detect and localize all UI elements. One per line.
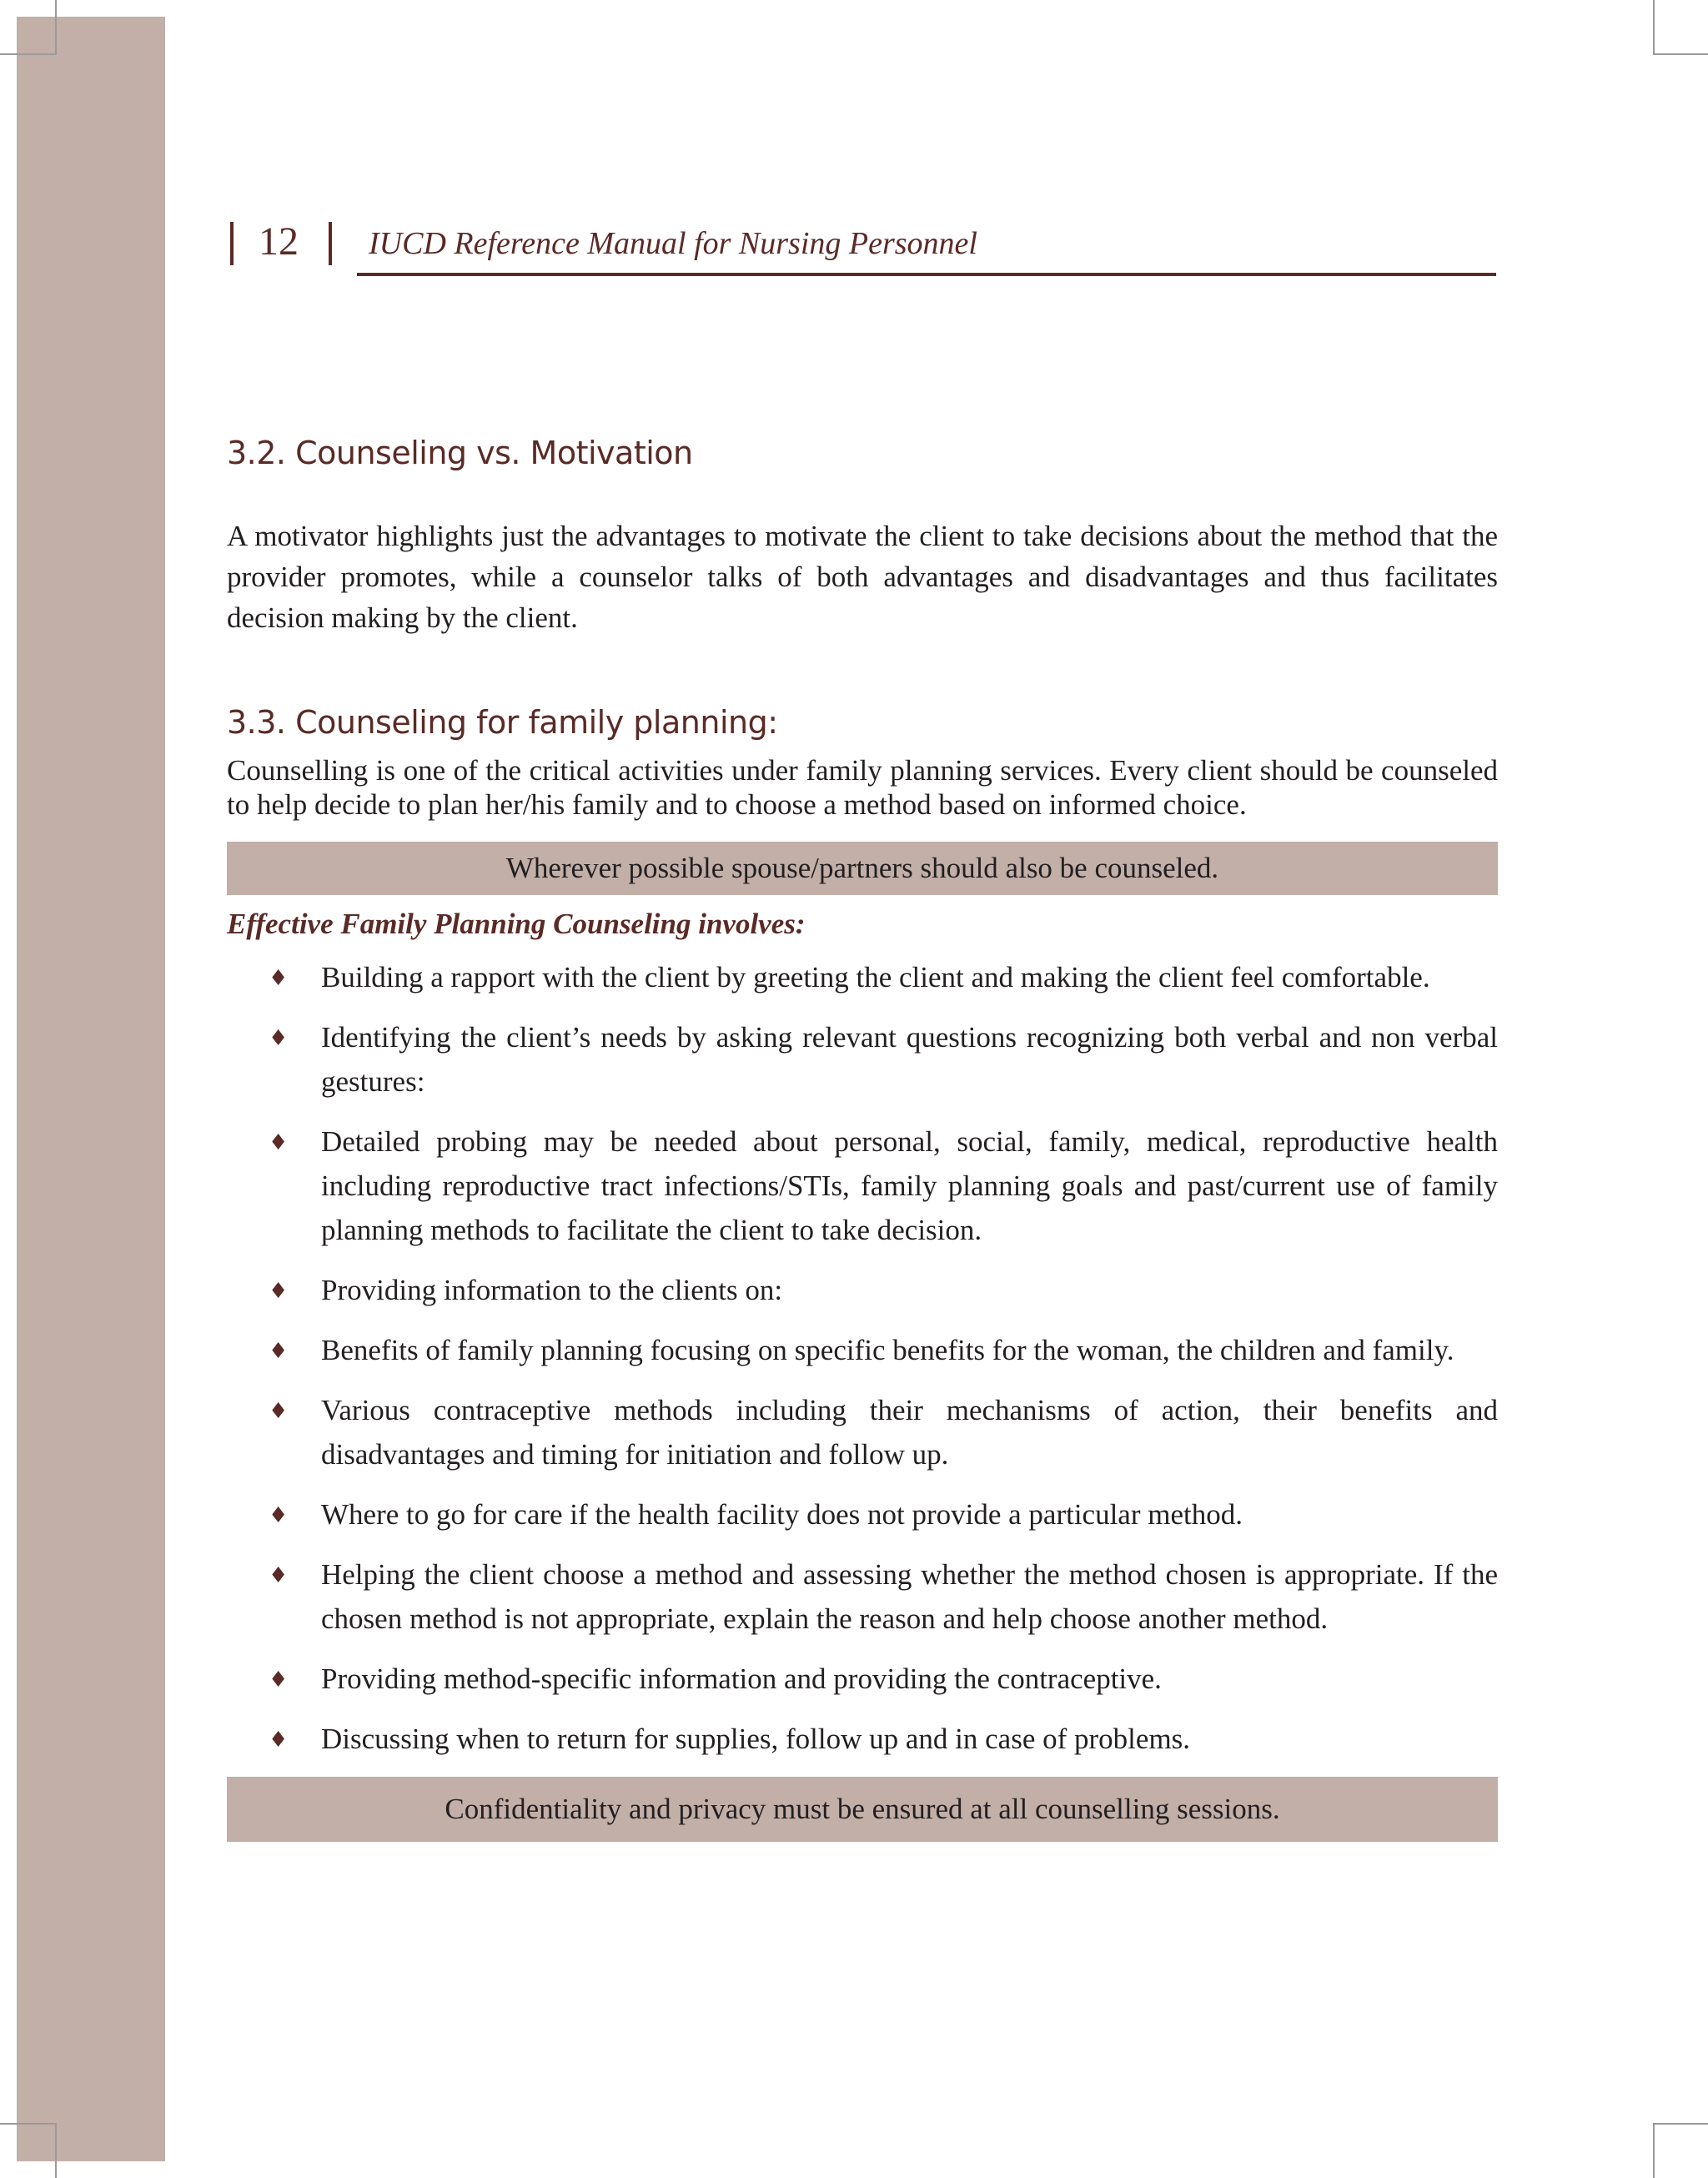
bullet-list: [227, 955, 1498, 1761]
crop-mark: [1653, 2123, 1655, 2178]
diamond-bullet-icon: ♦: [269, 1026, 289, 1051]
list-item-text: Where to go for care if the health facility does not provide a particular method.: [321, 1498, 1243, 1531]
running-title: IUCD Reference Manual for Nursing Personnel: [369, 226, 977, 261]
list-item-text: Providing method-specific information and providing the contraceptive.: [321, 1662, 1162, 1695]
page-number: 12: [259, 219, 299, 264]
list-item: [227, 1552, 1498, 1641]
list-item-text: Providing information to the clients on:: [321, 1274, 783, 1306]
page-header: [227, 215, 1498, 277]
list-item: [227, 955, 1498, 999]
diamond-bullet-icon: ♦: [269, 966, 289, 991]
list-item-text: Discussing when to return for supplies, follow up and in case of problems.: [321, 1723, 1191, 1755]
crop-mark: [1653, 0, 1655, 55]
crop-mark: [0, 2123, 55, 2125]
header-rule: [357, 273, 1496, 276]
list-item: [227, 1015, 1498, 1104]
list-item: [227, 1388, 1498, 1476]
diamond-bullet-icon: ♦: [269, 1130, 289, 1155]
list-item: [227, 1657, 1498, 1701]
diamond-bullet-icon: ♦: [269, 1399, 289, 1424]
crop-mark: [1653, 2123, 1708, 2125]
list-item: [227, 1492, 1498, 1537]
diamond-bullet-icon: ♦: [269, 1339, 289, 1364]
section-paragraph: A motivator highlights just the advantages to motivate the client to take decisions about the method that the provider promotes, while a counselor talks of both advantages and disadvantages and thus facilitates decision making by the client.: [227, 520, 1498, 634]
diamond-bullet-icon: ♦: [269, 1563, 289, 1588]
crop-mark: [1653, 53, 1708, 55]
subheading: Effective Family Planning Counseling involves:: [227, 908, 806, 940]
diamond-bullet-icon: ♦: [269, 1667, 289, 1693]
section-title: 3.3. Counseling for family planning:: [227, 704, 778, 741]
header-divider: [329, 222, 332, 265]
list-item: [227, 1717, 1498, 1761]
list-item-text: Building a rapport with the client by greeting the client and making the client feel comfortable.: [321, 961, 1430, 993]
crop-mark: [55, 2123, 57, 2178]
list-item-text: Identifying the client’s needs by asking relevant questions recognizing both verbal and non verbal gestures:: [321, 1021, 1498, 1098]
crop-mark: [55, 0, 57, 55]
header-divider: [230, 222, 234, 265]
page-body: [227, 424, 1498, 1842]
highlight-note: Wherever possible spouse/partners should also be counseled.: [227, 842, 1498, 895]
diamond-bullet-icon: ♦: [269, 1728, 289, 1753]
section-paragraph: Counselling is one of the critical activities under family planning services. Every client should be counseled to help decide to plan her/his family and to choose a method based on informed choice.: [227, 754, 1498, 821]
list-item-text: Helping the client choose a method and assessing whether the method chosen is appropriate. If the chosen method is not appropriate, explain the reason and help choose another method.: [321, 1558, 1498, 1635]
list-item-text: Benefits of family planning focusing on specific benefits for the woman, the children and family.: [321, 1334, 1454, 1366]
highlight-note: Confidentiality and privacy must be ensured at all counselling sessions.: [227, 1777, 1498, 1842]
diamond-bullet-icon: ♦: [269, 1279, 289, 1304]
list-item: [227, 1119, 1498, 1252]
list-item-text: Detailed probing may be needed about personal, social, family, medical, reproductive health including reproductive tract infections/STIs, family planning goals and past/current use of family planning methods to facilitate the client to take decision.: [321, 1125, 1498, 1246]
list-item: [227, 1268, 1498, 1312]
list-item: [227, 1328, 1498, 1372]
list-item-text: Various contraceptive methods including their mechanisms of action, their benefits and disadvantages and timing for initiation and follow up.: [321, 1394, 1498, 1471]
section-title: 3.2. Counseling vs. Motivation: [227, 435, 693, 471]
crop-mark: [0, 53, 55, 55]
decorative-side-band: [17, 17, 165, 2161]
diamond-bullet-icon: ♦: [269, 1503, 289, 1528]
